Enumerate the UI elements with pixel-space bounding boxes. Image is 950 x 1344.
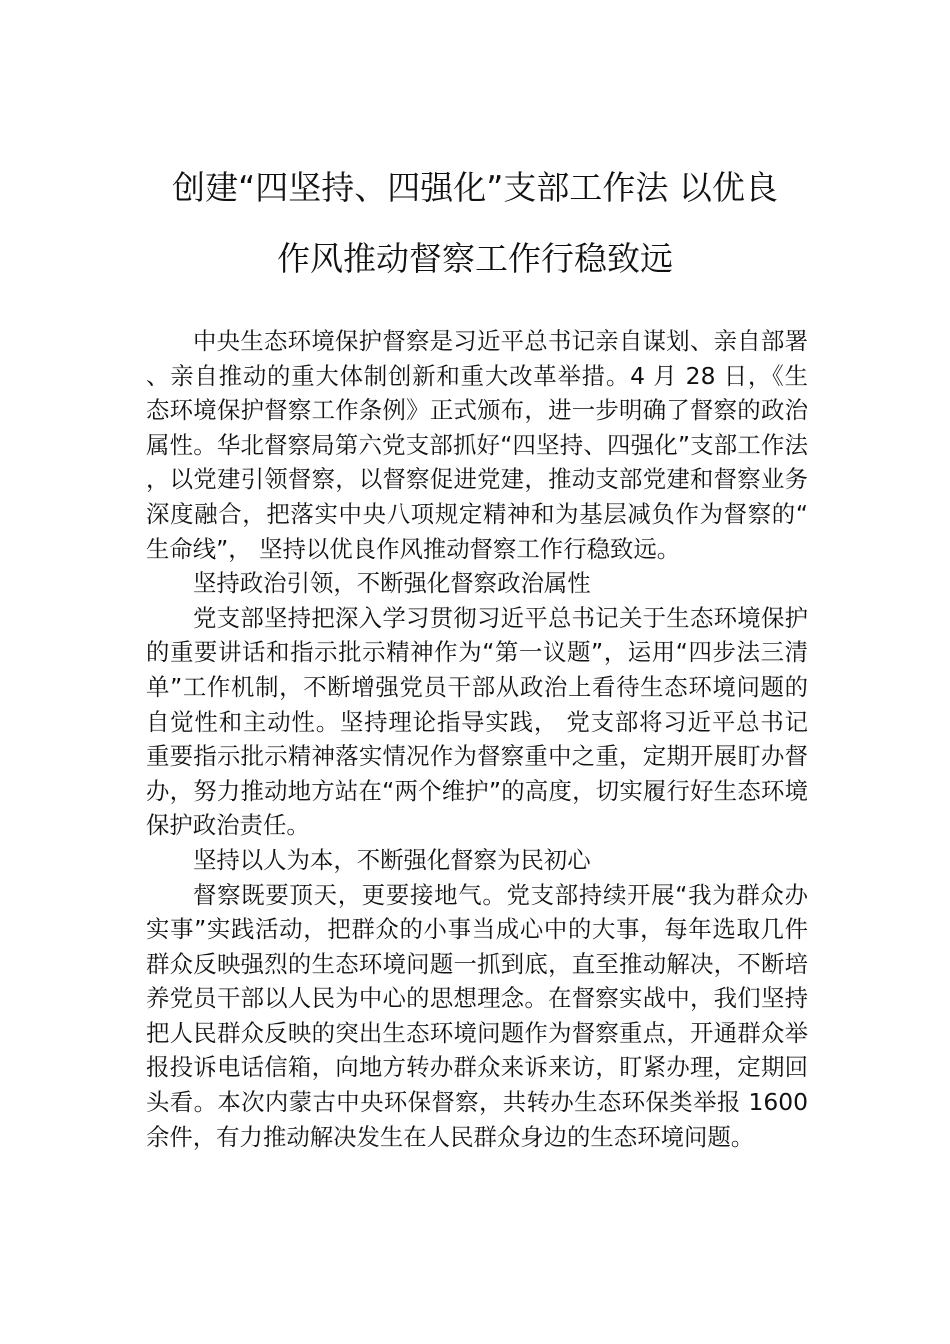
section-heading-people-centered: 坚持以人为本，不断强化督察为民初心 [193, 845, 591, 874]
political-leadership-paragraph: 党支部坚持把深入学习贯彻习近平总书记关于生态环境保护的重要讲话和指示批示精神作为“第一议题”，运用“四步法三清单”工作机制，不断增强党员干部从政治上看待生态环境问题的自觉性和主动性。坚持理论指导实践， 党支部将习近平总书记重要指示批示精神落实情况作为督察重中之重，定期开展盯办督办，努力推动地方站在“两个维护”的高度，切实履行好生态环境保护政治责任。 [146, 603, 808, 840]
document-body [146, 324, 808, 1154]
people-centered-paragraph: 督察既要顶天，更要接地气。党支部持续开展“我为群众办实事”实践活动，把群众的小事当成心中的大事，每年选取几件群众反映强烈的生态环境问题一抓到底，直至推动解决，不断培养党员干部以人民为中心的思想理念。在督察实战中，我们坚持把人民群众反映的突出生态环境问题作为督察重点，开通群众举报投诉电话信箱，向地方转办群众来诉来访，盯紧办理，定期回头看。本次内蒙古中央环保督察，共转办生态环保类举报 1600 余件，有力推动解决发生在人民群众身边的生态环境问题。 [146, 880, 808, 1151]
document-title-line-1: 创建“四坚持、四强化”支部工作法 以优良 [172, 168, 778, 207]
intro-paragraph: 中央生态环境保护督察是习近平总书记亲自谋划、亲自部署、亲自推动的重大体制创新和重大改革举措。4 月 28 日，《生态环境保护督察工作条例》正式颁布，进一步明确了督察的政治属性。华北督察局第六党支部抓好“四坚持、四强化”支部工作法，以党建引领督察，以督察促进党建，推动支部党建和督察业务深度融合，把落实中央八项规定精神和为基层减负作为督察的“生命线”， 坚持以优良作风推动督察工作行稳致远。 [146, 327, 808, 563]
document-title-line-2: 作风推动督察工作行稳致远 [277, 239, 673, 278]
section-heading-political-leadership: 坚持政治引领，不断强化督察政治属性 [193, 569, 591, 598]
